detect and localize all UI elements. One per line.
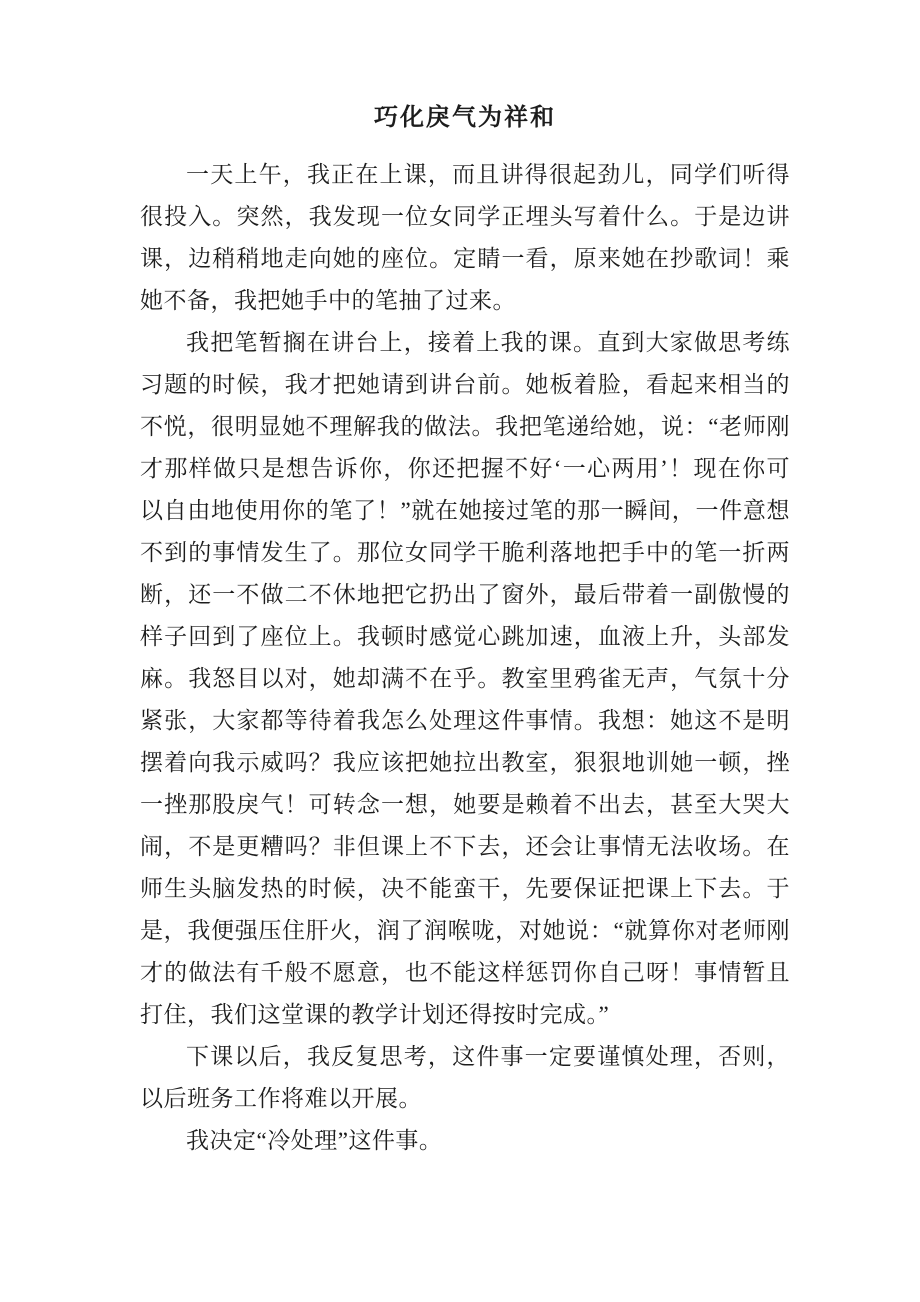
paragraph: 我把笔暂搁在讲台上，接着上我的课。直到大家做思考练习题的时候，我才把她请到讲台前。她板着脸，看起来相当的不悦，很明显她不理解我的做法。我把笔递给她，说：“老师刚才那样做只是想告诉你，你还把握不好‘一心两用’！现在你可以自由地使用你的笔了！”就在她接过笔的那一瞬间，一件意想不到的事情发生了。那位女同学干脆利落地把手中的笔一折两断，还一不做二不休地把它扔出了窗外，最后带着一副傲慢的样子回到了座位上。我顿时感觉心跳加速，血液上升，头部发麻。我怒目以对，她却满不在乎。教室里鸦雀无声，气氛十分紧张，大家都等待着我怎么处理这件事情。我想：她这不是明摆着向我示威吗？我应该把她拉出教室，狠狠地训她一顿，挫一挫那股戾气！可转念一想，她要是赖着不出去，甚至大哭大闹，不是更糟吗？非但课上不下去，还会让事情无法收场。在师生头脑发热的时候，决不能蛮干，先要保证把课上下去。于是，我便强压住肝火，润了润喉咙，对她说：“就算你对老师刚才的做法有千般不愿意，也不能这样惩罚你自己呀！事情暂且打住，我们这堂课的教学计划还得按时完成。”: [140, 330, 790, 1027]
paragraph: 我决定“冷处理”这件事。: [186, 1128, 443, 1153]
document-title: 巧化戾气为祥和: [374, 105, 556, 131]
paragraph: 一天上午，我正在上课，而且讲得很起劲儿，同学们听得很投入。突然，我发现一位女同学正埋头写着什么。于是边讲课，边稍稍地走向她的座位。定睛一看，原来她在抄歌词！乘她不备，我把她手中的笔抽了过来。: [140, 162, 790, 313]
paragraph: 下课以后，我反复思考，这件事一定要谨慎处理，否则，以后班务工作将难以开展。: [140, 1044, 790, 1111]
